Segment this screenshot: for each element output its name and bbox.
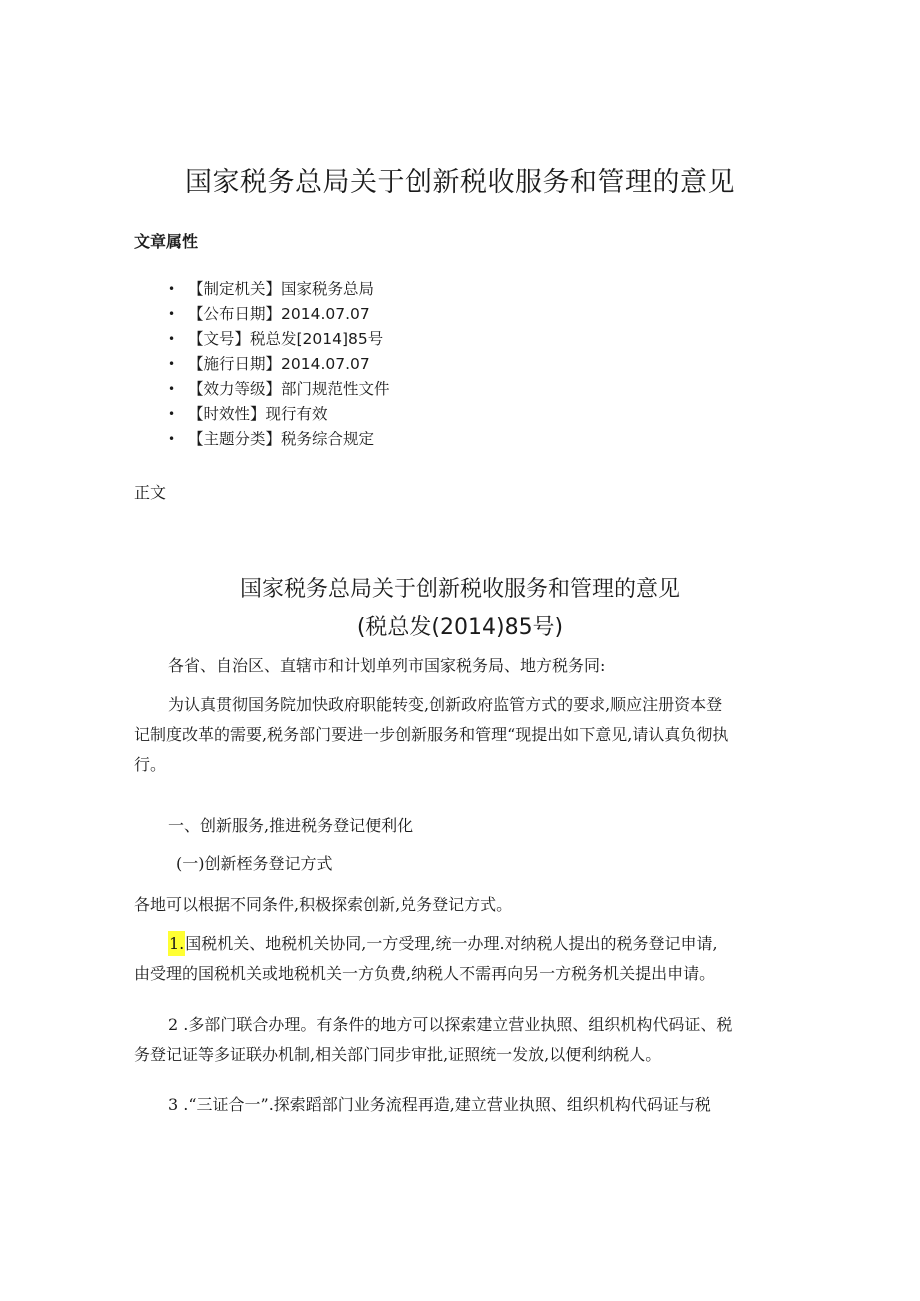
attribute-category: [168, 427, 390, 452]
item-text: 国税机关、地税机关协同,一方受理,统一办理.对纳税人提出的税务登记申请,: [185, 934, 718, 953]
attribute-effective-date: [168, 352, 390, 377]
body-label: 正文: [134, 483, 167, 502]
attribute-text: 【效力等级】部门规范性文件: [188, 380, 390, 398]
item-line: [134, 929, 794, 959]
item-2-paragraph: [134, 1010, 794, 1070]
attribute-text: 【主题分类】税务综合规定: [188, 430, 375, 448]
attribute-legal-level: [168, 377, 390, 402]
intro-line: 行。: [134, 755, 167, 774]
attribute-text: 【施行日期】2014.07.07: [188, 355, 370, 373]
main-title: 国家税务总局关于创新税收服务和管理的意见: [239, 577, 680, 602]
attributes-list: [168, 277, 390, 452]
attribute-issuing-authority: [168, 277, 390, 302]
attribute-publish-date: [168, 302, 390, 327]
document-title: 国家税务总局关于创新税收服务和管理的意见: [185, 167, 735, 198]
attribute-text: 【制定机关】国家税务总局: [188, 280, 375, 298]
bullet-icon: •: [168, 282, 176, 296]
bullet-icon: •: [168, 432, 176, 446]
item-line: 2 .多部门联合办理。有条件的地方可以探索建立营业执照、组织机构代码证、税: [168, 1015, 733, 1034]
intro-line: 为认真贯彻国务院加快政府职能转变,创新政府监管方式的要求,顺应注册资本登: [168, 695, 723, 714]
subsection-text: 各地可以根据不同条件,积极探索创新,兑务登记方式。: [134, 895, 513, 914]
intro-line: 记制度改革的需要,税务部门要进一步创新服务和管理“现提出如下意见,请认真负彻执: [134, 725, 729, 744]
highlighted-item-number: 1.: [168, 931, 185, 956]
attribute-validity: [168, 402, 390, 427]
intro-paragraph: [134, 690, 794, 780]
section-heading-1: 一、创新服务,推进税务登记便利化: [168, 816, 414, 835]
addressee: 各省、自治区、直辖市和计划单列市国家税务局、地方税务同:: [168, 656, 606, 675]
item-line: 务登记证等多证联办机制,相关部门同步审批,证照统一发放,以便利纳税人。: [134, 1045, 662, 1064]
item-3-paragraph: [134, 1090, 794, 1120]
attributes-heading: 文章属性: [134, 232, 199, 251]
bullet-icon: •: [168, 332, 176, 346]
bullet-icon: •: [168, 357, 176, 371]
item-line: 由受理的国税机关或地税机关一方负费,纳税人不需再向另一方税务机关提出申请。: [134, 964, 716, 983]
item-line: 3 .“三证合一”.探索蹈部门业务流程再造,建立营业执照、组织机构代码证与税: [168, 1095, 711, 1114]
subsection-heading-1: (一)创新桎务登记方式: [176, 854, 333, 873]
attribute-text: 【文号】税总发[2014]85号: [188, 330, 384, 348]
bullet-icon: •: [168, 382, 176, 396]
main-subtitle: (税总发(2014)85号): [356, 615, 564, 640]
attribute-document-number: [168, 327, 390, 352]
attribute-text: 【公布日期】2014.07.07: [188, 305, 370, 323]
item-1-paragraph: [134, 929, 794, 989]
bullet-icon: •: [168, 407, 176, 421]
bullet-icon: •: [168, 307, 176, 321]
attribute-text: 【时效性】现行有效: [188, 405, 328, 423]
